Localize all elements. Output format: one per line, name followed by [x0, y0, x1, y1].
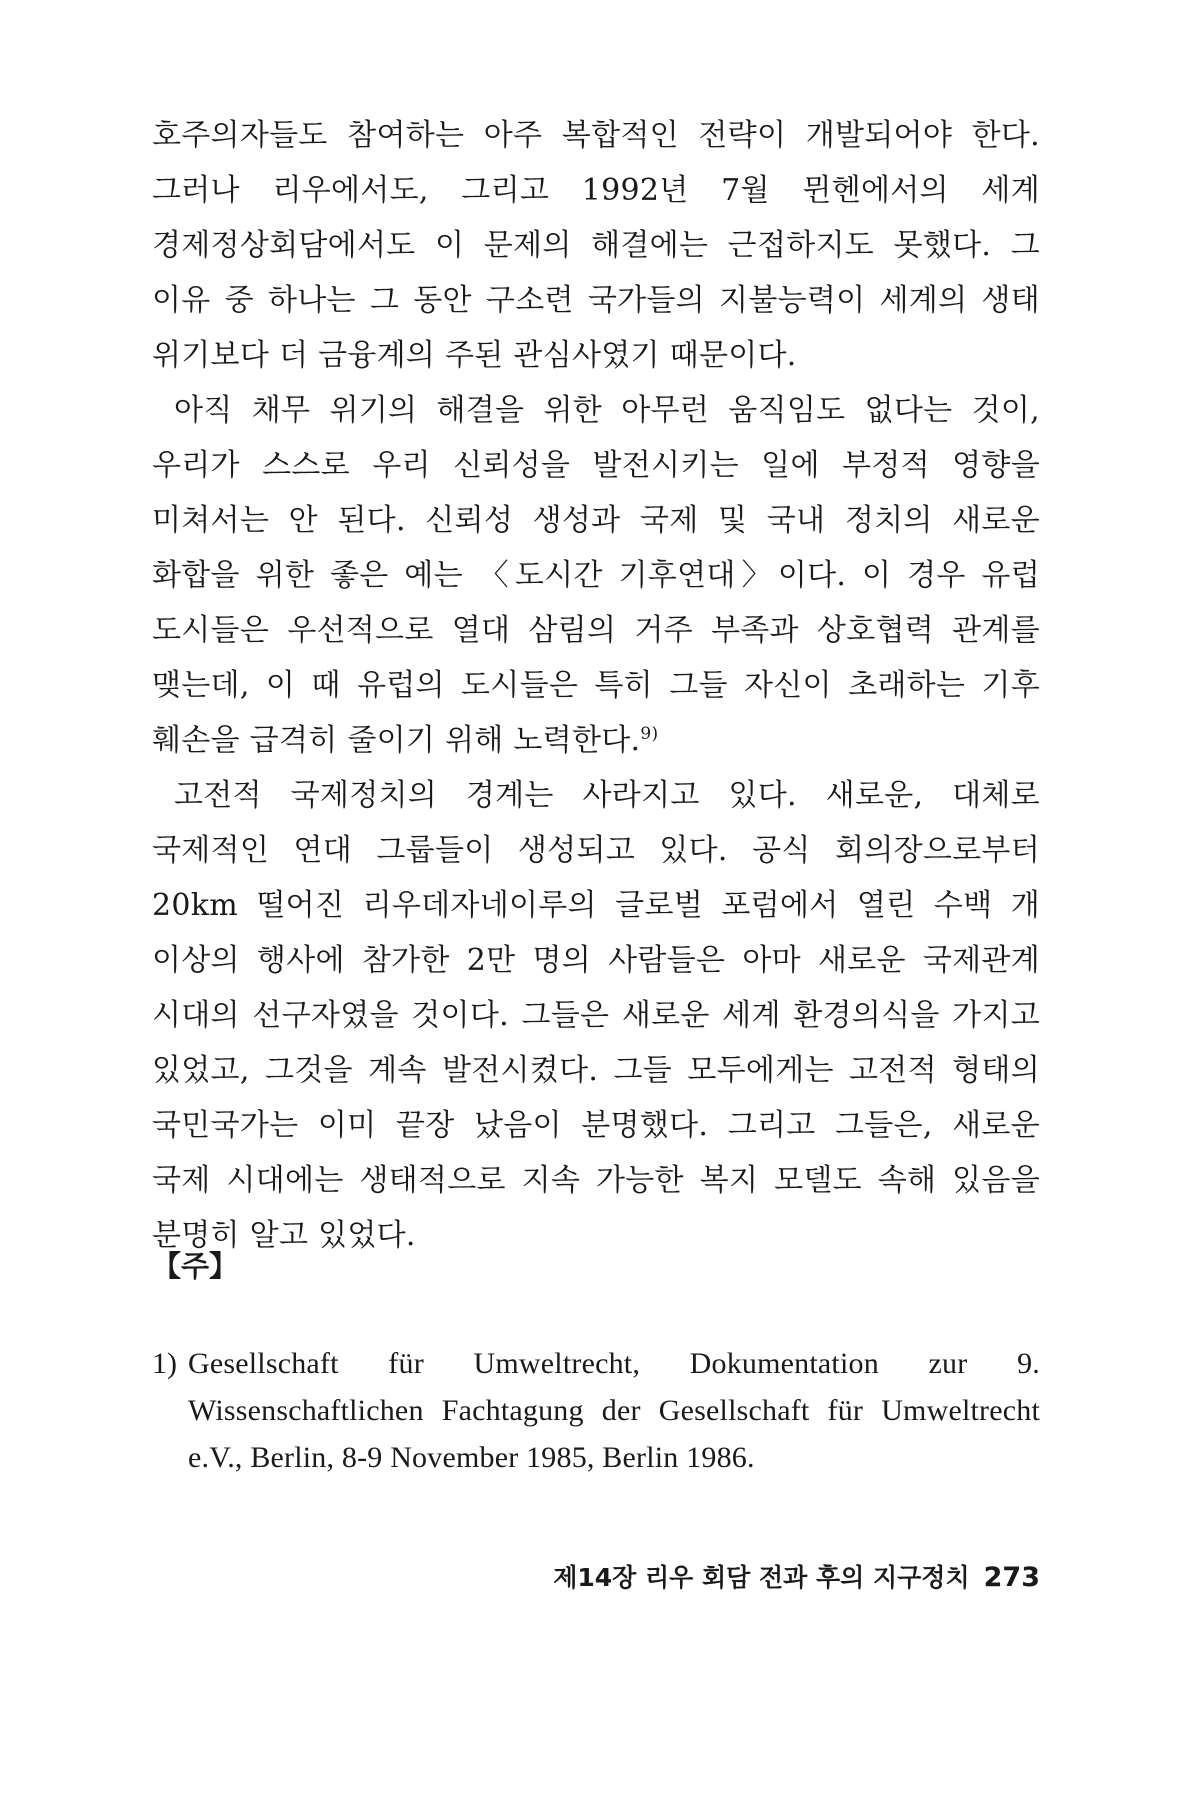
notes-heading: 【주】	[152, 1249, 239, 1283]
page-number: 273	[983, 1562, 1040, 1593]
footnote-reference: 9)	[640, 724, 659, 744]
paragraph	[152, 768, 1040, 1263]
chapter-title: 제14장 리우 회담 전과 후의 지구정치	[553, 1563, 970, 1592]
notes-list	[152, 1340, 1040, 1481]
running-footer	[553, 1558, 1040, 1594]
body-text	[152, 108, 1040, 1263]
note-number: 1)	[152, 1347, 177, 1380]
paragraph-text: 고전적 국제정치의 경계는 사라지고 있다. 새로운, 대체로 국제적인 연대 그룹들이 생성되고 있다. 공식 회의장으로부터 20km 떨어진 리우데자네이루의 글로벌 포럼에서 열린 수백 개 이상의 행사에 참가한 2만 명의 사람들은 아마 새로운 국제관계 시대의 선구자였을 것이다. 그들은 새로운 세계 환경의식을 가지고 있었고, 그것을 계속 발전시켰다. 그들 모두에게는 고전적 형태의 국민국가는 이미 끝장 났음이 분명했다. 그리고 그들은, 새로운 국제 시대에는 생태적으로 지속 가능한 복지 모델도 속해 있음을 분명히 알고 있었다.	[152, 778, 1040, 1253]
paragraph-text: 아직 채무 위기의 해결을 위한 아무런 움직임도 없다는 것이, 우리가 스스로 우리 신뢰성을 발전시키는 일에 부정적 영향을 미쳐서는 안 된다. 신뢰성 생성과 국제 및 국내 정치의 새로운 화합을 위한 좋은 예는 〈도시간 기후연대〉이다. 이 경우 유럽 도시들은 우선적으로 열대 삼림의 거주 부족과 상호협력 관계를 맺는데, 이 때 유럽의 도시들은 특히 그들 자신이 초래하는 기후 훼손을 급격히 줄이기 위해 노력한다.	[152, 393, 1040, 758]
note-item	[152, 1340, 1040, 1481]
paragraph	[152, 108, 1040, 383]
note-text: Gesellschaft für Umweltrecht, Dokumentation zur 9. Wissenschaftlichen Fachtagung der Gesellschaft für Umweltrecht e.V., Berlin, 8-9 November 1985, Berlin 1986.	[188, 1347, 1040, 1474]
paragraph	[152, 383, 1040, 768]
paragraph-text: 호주의자들도 참여하는 아주 복합적인 전략이 개발되어야 한다. 그러나 리우에서도, 그리고 1992년 7월 뮌헨에서의 세계 경제정상회담에서도 이 문제의 해결에는 근접하지도 못했다. 그 이유 중 하나는 그 동안 구소련 국가들의 지불능력이 세계의 생태 위기보다 더 금융계의 주된 관심사였기 때문이다.	[152, 118, 1040, 373]
